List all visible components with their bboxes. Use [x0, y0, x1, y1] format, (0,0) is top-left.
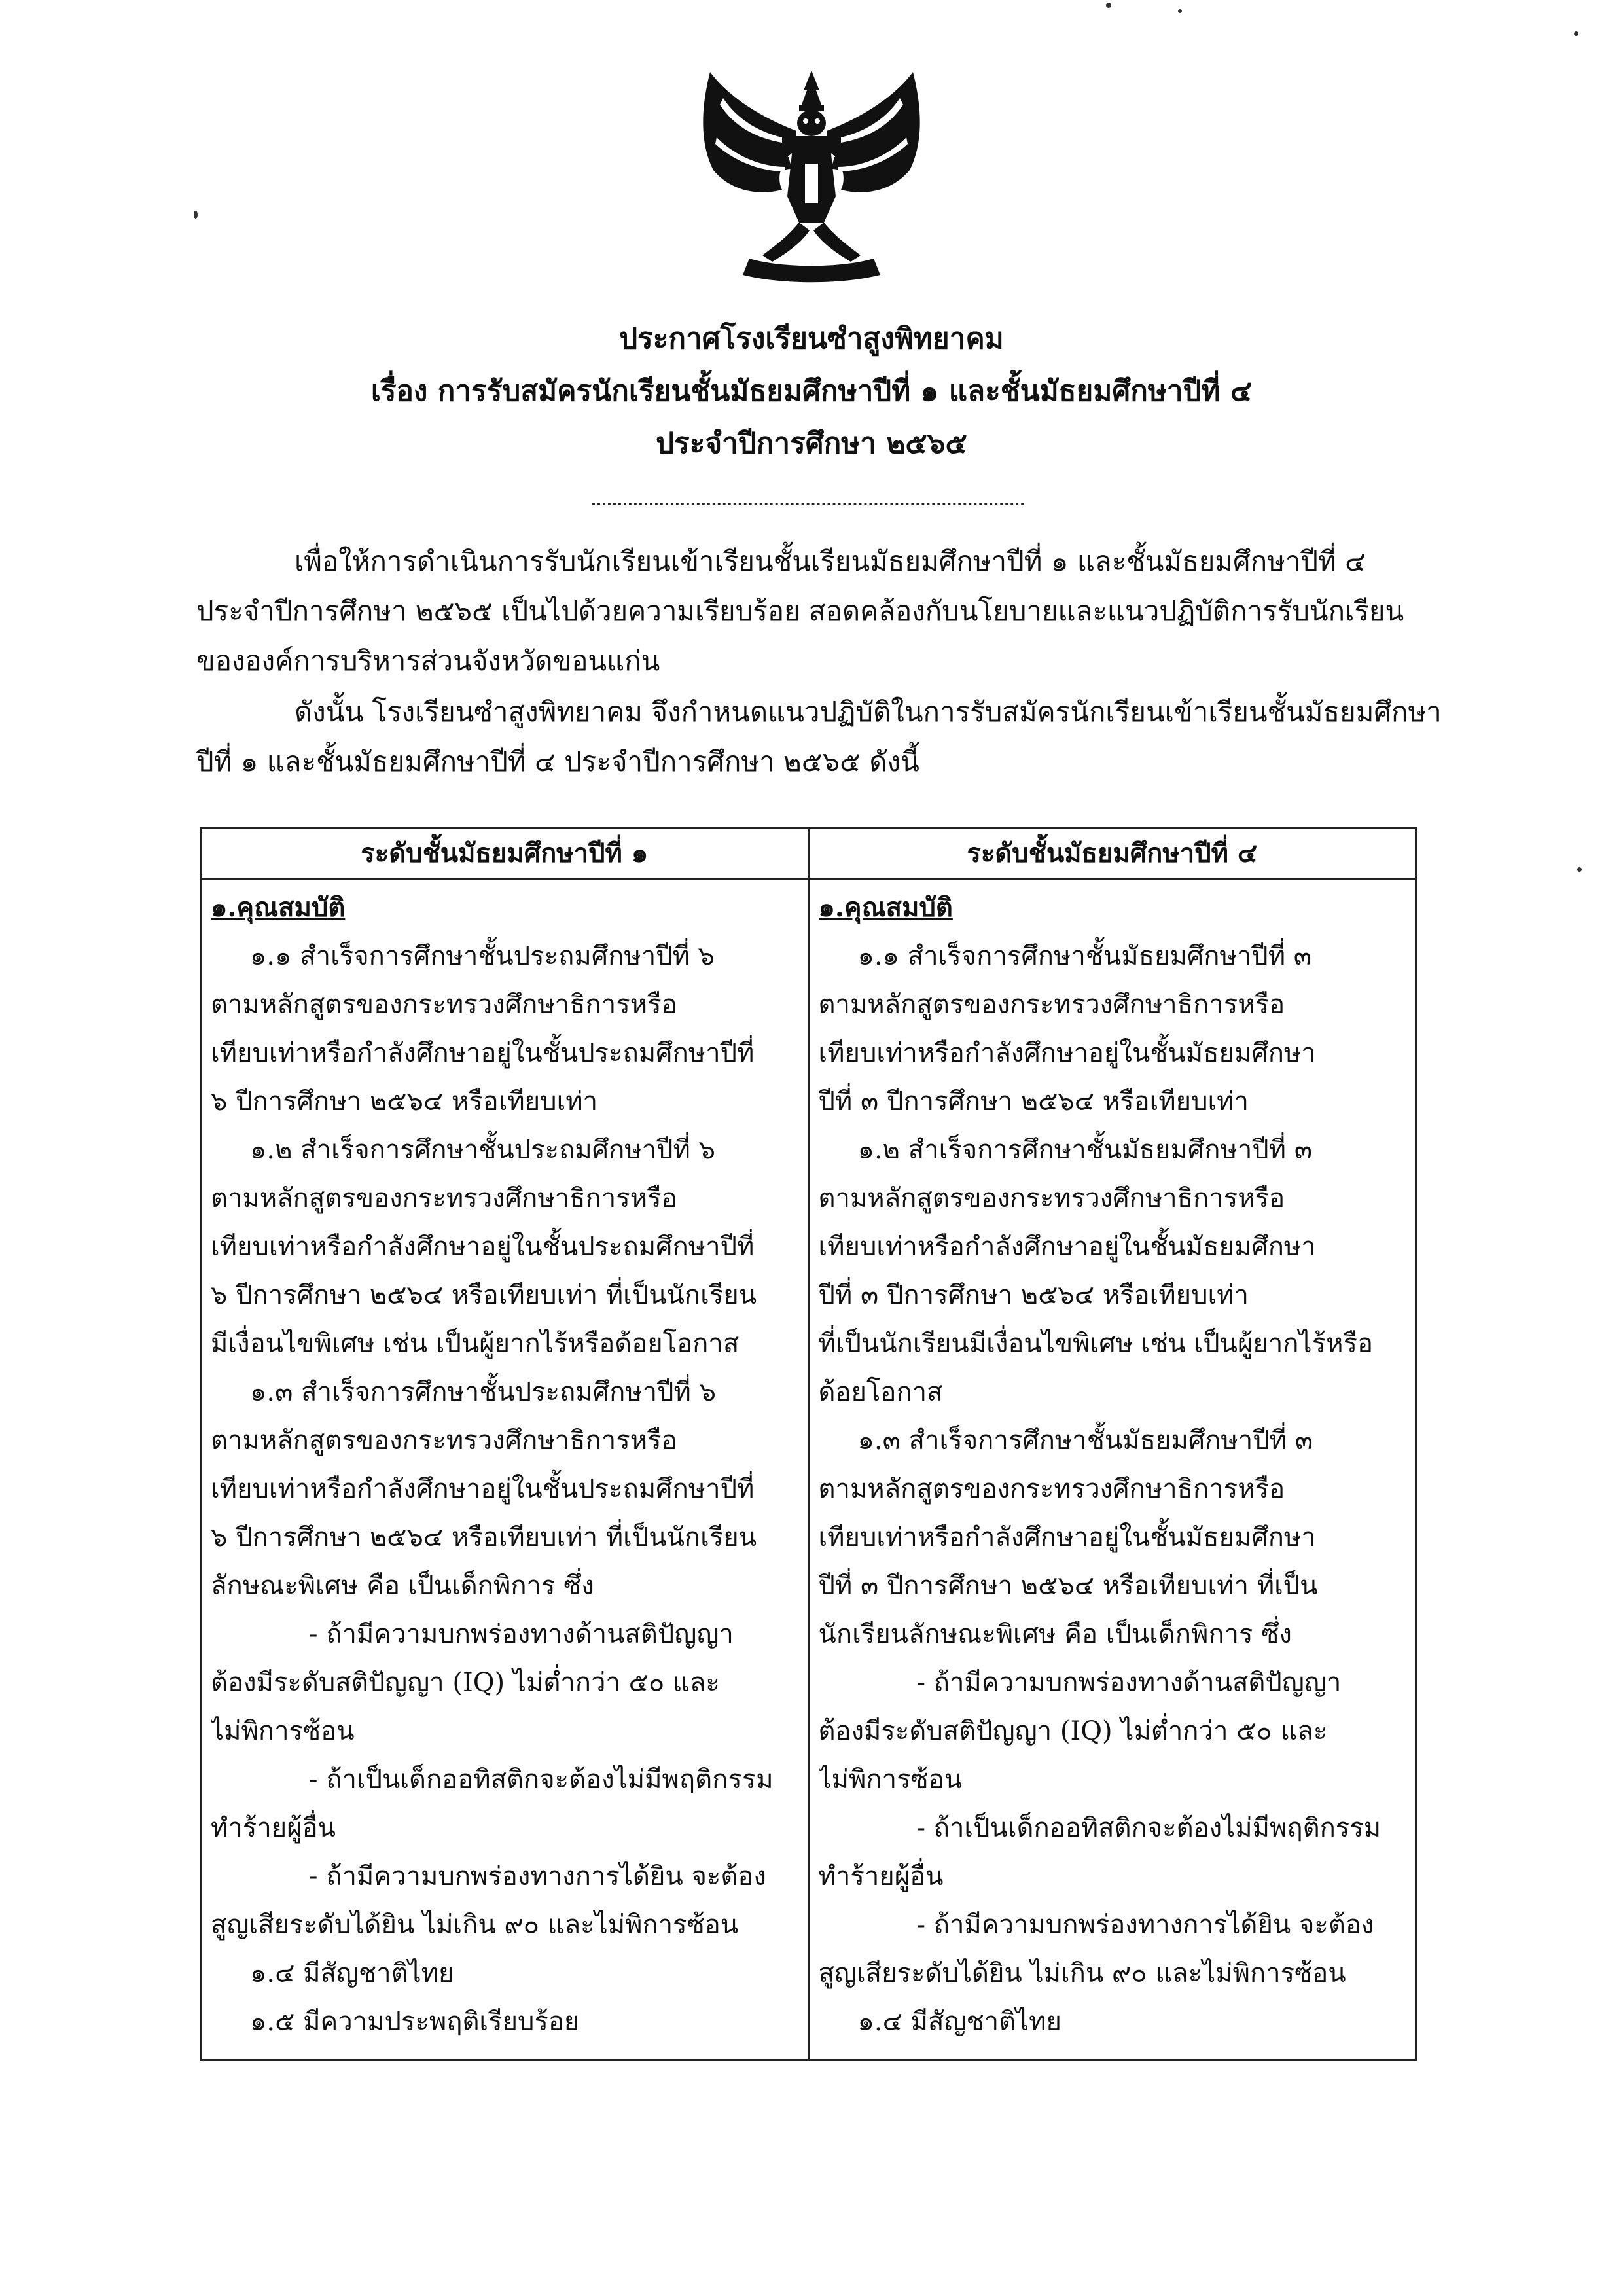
criteria-line: ไม่พิการซ้อน	[211, 1716, 355, 1746]
criteria-line: ไม่พิการซ้อน	[818, 1765, 963, 1795]
announcement-subject: เรื่อง การรับสมัครนักเรียนชั้นมัธยมศึกษาปีที่ ๑ และชั้นมัธยมศึกษาปีที่ ๔	[370, 374, 1253, 408]
criteria-line: ๑.๓ สำเร็จการศึกษาชั้นประถมศึกษาปีที่ ๖	[250, 1377, 716, 1407]
intro-paragraph-2	[196, 687, 1442, 787]
scan-speck	[1106, 3, 1111, 8]
admission-criteria-table	[200, 827, 1417, 2061]
criteria-line: ๑.๕ มีความประพฤติเรียบร้อย	[250, 2007, 580, 2037]
criteria-line: ที่เป็นนักเรียนมีเงื่อนไขพิเศษ เช่น เป็นผู้ยากไร้หรือ	[818, 1329, 1373, 1359]
criteria-line: ๑.๑ สำเร็จการศึกษาชั้นประถมศึกษาปีที่ ๖	[250, 941, 715, 971]
criteria-line: ๖ ปีการศึกษา ๒๕๖๔ หรือเทียบเท่า	[211, 1086, 598, 1117]
criteria-line: ๑.๔ มีสัญชาติไทย	[857, 2007, 1061, 2037]
criteria-line: ตามหลักสูตรของกระทรวงศึกษาธิการหรือ	[211, 1426, 677, 1456]
intro-paragraph-1	[196, 537, 1427, 686]
criteria-line: เทียบเท่าหรือกำลังศึกษาอยู่ในชั้นมัธยมศึกษา	[818, 1038, 1316, 1068]
criteria-line: ปีที่ ๓ ปีการศึกษา ๒๕๖๔ หรือเทียบเท่า ที่เป็น	[818, 1571, 1318, 1601]
criteria-line: - ถ้ามีความบกพร่องทางด้านสติปัญญา	[309, 1619, 734, 1649]
garuda-emblem-icon	[684, 59, 939, 285]
column-header-m1: ระดับชั้นมัธยมศึกษาปีที่ ๑	[201, 829, 809, 879]
criteria-line: ปีที่ ๓ ปีการศึกษา ๒๕๖๔ หรือเทียบเท่า	[818, 1280, 1249, 1310]
criteria-line: สูญเสียระดับได้ยิน ไม่เกิน ๙๐ และไม่พิการซ้อน	[211, 1910, 739, 1940]
criteria-line: ทำร้ายผู้อื่น	[211, 1813, 336, 1843]
paragraph-line: เพื่อให้การดำเนินการรับนักเรียนเข้าเรียนชั้นเรียนมัธยมศึกษาปีที่ ๑ และชั้นมัธยมศึกษาปีที่ ๔	[294, 545, 1366, 577]
m4-criteria-cell	[808, 879, 1416, 2060]
criteria-line: ๖ ปีการศึกษา ๒๕๖๔ หรือเทียบเท่า ที่เป็นนักเรียน	[211, 1280, 757, 1310]
table-row	[201, 879, 1416, 2060]
announcement-title: ประกาศโรงเรียนซำสูงพิทยาคม	[619, 322, 1004, 355]
section-heading: ๑.คุณสมบัติ	[211, 892, 346, 923]
scan-speck	[1574, 31, 1578, 36]
dotted-divider	[592, 503, 1024, 505]
criteria-line: สูญเสียระดับได้ยิน ไม่เกิน ๙๐ และไม่พิการซ้อน	[818, 1958, 1346, 1988]
column-header-m4: ระดับชั้นมัธยมศึกษาปีที่ ๔	[808, 829, 1416, 879]
m1-criteria-cell	[201, 879, 809, 2060]
paragraph-line: ขององค์การบริหารส่วนจังหวัดขอนแก่น	[196, 645, 660, 677]
criteria-line: เทียบเท่าหรือกำลังศึกษาอยู่ในชั้นประถมศึกษาปีที่	[211, 1038, 755, 1068]
criteria-line: - ถ้ามีความบกพร่องทางการได้ยิน จะต้อง	[309, 1861, 766, 1892]
paragraph-line: ปีที่ ๑ และชั้นมัธยมศึกษาปีที่ ๔ ประจำปีการศึกษา ๒๕๖๕ ดังนี้	[196, 745, 919, 778]
criteria-line: ๖ ปีการศึกษา ๒๕๖๔ หรือเทียบเท่า ที่เป็นนักเรียน	[211, 1522, 757, 1552]
criteria-line: ๑.๒ สำเร็จการศึกษาชั้นประถมศึกษาปีที่ ๖	[250, 1135, 715, 1165]
criteria-line: เทียบเท่าหรือกำลังศึกษาอยู่ในชั้นมัธยมศึกษา	[818, 1232, 1316, 1262]
criteria-line: ตามหลักสูตรของกระทรวงศึกษาธิการหรือ	[818, 990, 1285, 1020]
scan-speck	[1577, 867, 1582, 872]
criteria-line: ทำร้ายผู้อื่น	[818, 1861, 944, 1892]
table-header-row	[201, 829, 1416, 879]
criteria-line: ลักษณะพิเศษ คือ เป็นเด็กพิการ ซึ่ง	[211, 1571, 594, 1601]
academic-year-line: ประจำปีการศึกษา ๒๕๖๕	[656, 427, 967, 460]
criteria-line: ตามหลักสูตรของกระทรวงศึกษาธิการหรือ	[818, 1474, 1285, 1504]
criteria-line: ปีที่ ๓ ปีการศึกษา ๒๕๖๔ หรือเทียบเท่า	[818, 1086, 1249, 1117]
section-heading: ๑.คุณสมบัติ	[818, 892, 953, 923]
criteria-line: ต้องมีระดับสติปัญญา (IQ) ไม่ต่ำกว่า ๕๐ และ	[818, 1716, 1328, 1746]
criteria-line: - ถ้าเป็นเด็กออทิสติกจะต้องไม่มีพฤติกรรม	[309, 1765, 774, 1795]
paragraph-line: ดังนั้น โรงเรียนซำสูงพิทยาคม จึงกำหนดแนวปฏิบัติในการรับสมัครนักเรียนเข้าเรียนชั้นมัธยมศึกษา	[294, 696, 1442, 728]
criteria-line: - ถ้าเป็นเด็กออทิสติกจะต้องไม่มีพฤติกรรม	[916, 1813, 1382, 1843]
criteria-line: ตามหลักสูตรของกระทรวงศึกษาธิการหรือ	[211, 990, 677, 1020]
criteria-line: ต้องมีระดับสติปัญญา (IQ) ไม่ต่ำกว่า ๕๐ และ	[211, 1668, 720, 1698]
criteria-line: ตามหลักสูตรของกระทรวงศึกษาธิการหรือ	[818, 1183, 1285, 1213]
criteria-line: ด้อยโอกาส	[818, 1377, 943, 1407]
scan-speck	[1178, 9, 1182, 13]
criteria-line: ๑.๔ มีสัญชาติไทย	[250, 1958, 454, 1988]
criteria-line: เทียบเท่าหรือกำลังศึกษาอยู่ในชั้นประถมศึกษาปีที่	[211, 1232, 755, 1262]
criteria-line: นักเรียนลักษณะพิเศษ คือ เป็นเด็กพิการ ซึ่ง	[818, 1619, 1292, 1649]
criteria-line: ๑.๑ สำเร็จการศึกษาชั้นมัธยมศึกษาปีที่ ๓	[857, 941, 1312, 971]
criteria-line: มีเงื่อนไขพิเศษ เช่น เป็นผู้ยากไร้หรือด้อยโอกาส	[211, 1329, 740, 1359]
criteria-line: ๑.๒ สำเร็จการศึกษาชั้นมัธยมศึกษาปีที่ ๓	[857, 1135, 1313, 1165]
criteria-line: เทียบเท่าหรือกำลังศึกษาอยู่ในชั้นประถมศึกษาปีที่	[211, 1474, 755, 1504]
criteria-line: เทียบเท่าหรือกำลังศึกษาอยู่ในชั้นมัธยมศึกษา	[818, 1522, 1316, 1552]
criteria-line: - ถ้ามีความบกพร่องทางด้านสติปัญญา	[916, 1668, 1342, 1698]
scan-speck	[194, 211, 198, 219]
criteria-line: ๑.๓ สำเร็จการศึกษาชั้นมัธยมศึกษาปีที่ ๓	[857, 1426, 1313, 1456]
criteria-line: ตามหลักสูตรของกระทรวงศึกษาธิการหรือ	[211, 1183, 677, 1213]
criteria-line: - ถ้ามีความบกพร่องทางการได้ยิน จะต้อง	[916, 1910, 1374, 1940]
paragraph-line: ประจำปีการศึกษา ๒๕๖๕ เป็นไปด้วยความเรียบร้อย สอดคล้องกับนโยบายและแนวปฏิบัติการรับนักเรียน	[196, 595, 1404, 627]
